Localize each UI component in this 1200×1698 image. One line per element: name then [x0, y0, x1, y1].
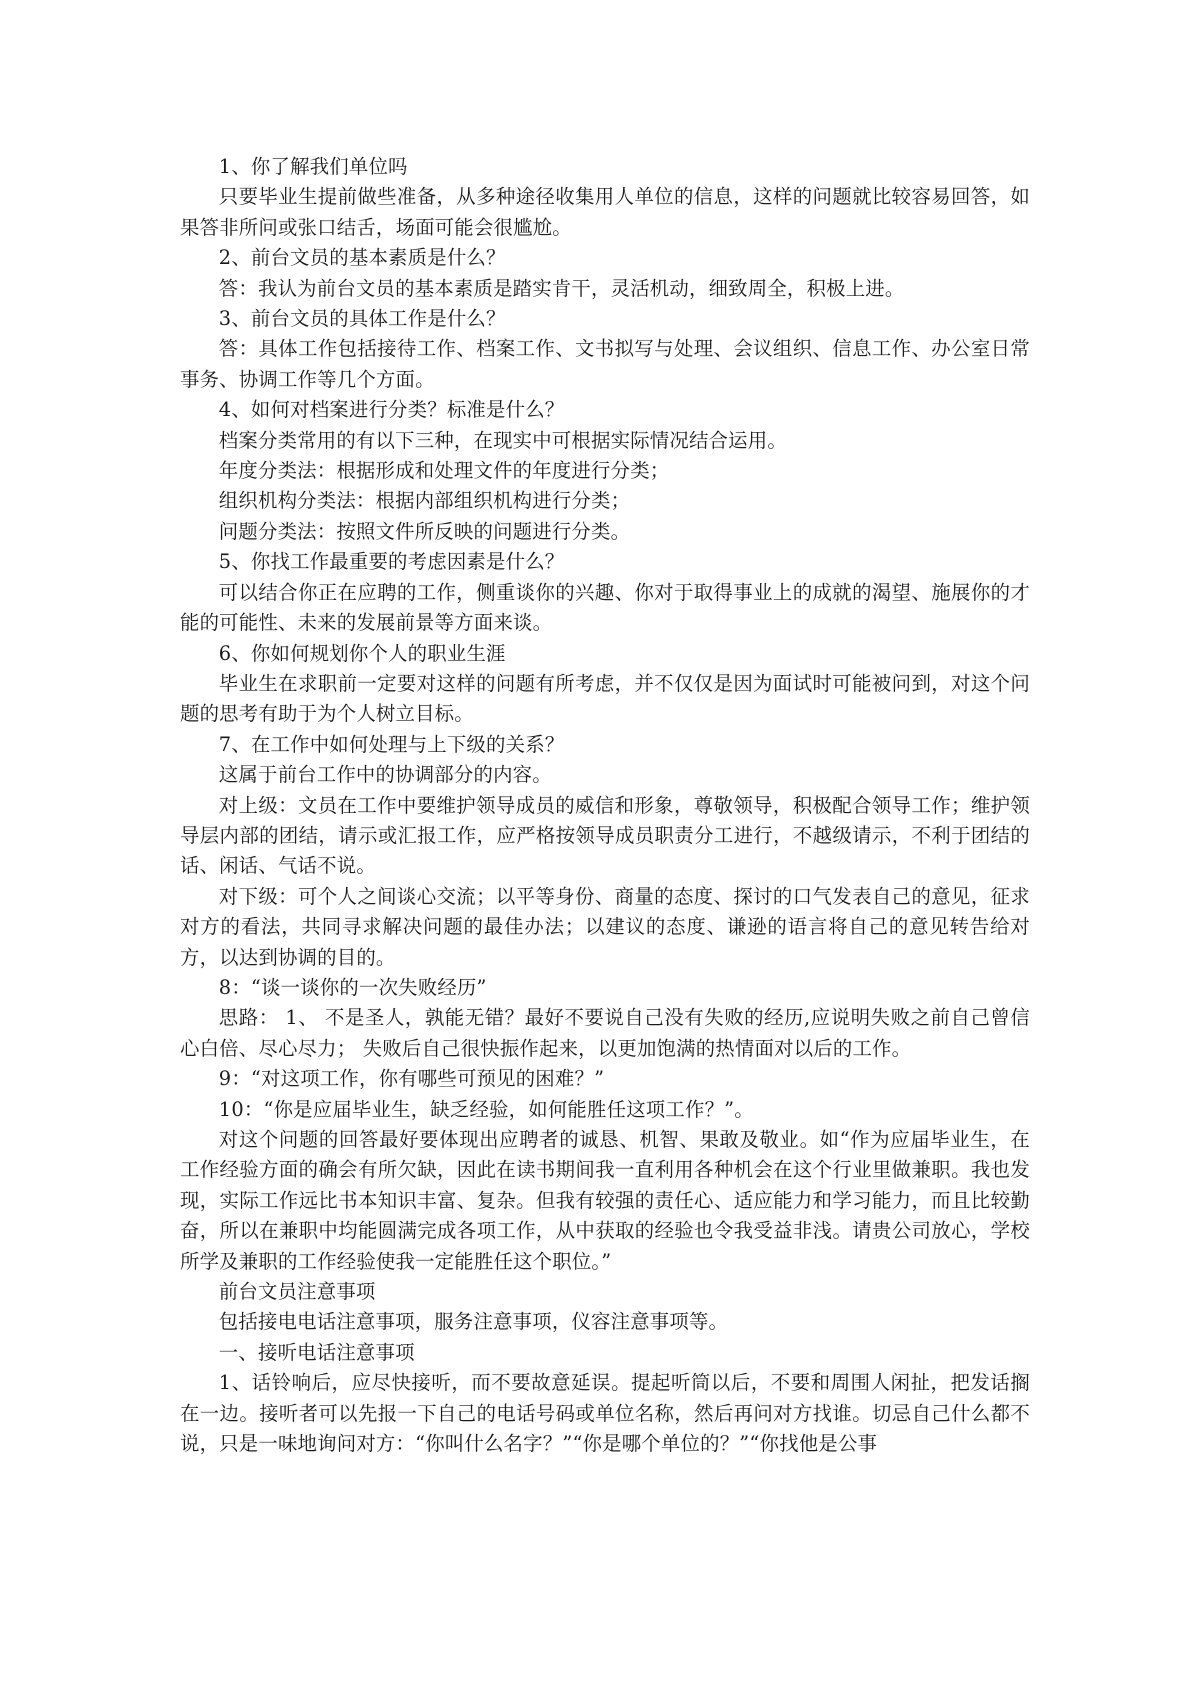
- paragraph: 问题分类法：按照文件所反映的问题进行分类。: [218, 519, 631, 543]
- paragraph: 组织机构分类法：根据内部组织机构进行分类；: [218, 489, 631, 513]
- paragraph: 对上级：文员在工作中要维护领导成员的威信和形象，尊敬领导，积极配合领导工作；维护领导层内部的团结，请示或汇报工作，应严格按领导成员职责分工进行，不越级请示，不利于团结的话、闲话、气话不说。: [180, 793, 1030, 878]
- paragraph: 9：“对这项工作，你有哪些可预见的困难？”: [218, 1067, 605, 1091]
- paragraph: 8：“谈一谈你的一次失败经历”: [218, 975, 487, 999]
- paragraph: 可以结合你正在应聘的工作，侧重谈你的兴趣、你对于取得事业上的成就的渴望、施展你的才能的可能性、未来的发展前景等方面来谈。: [180, 580, 1030, 635]
- paragraph: 毕业生在求职前一定要对这样的问题有所考虑，并不仅仅是因为面试时可能被问到，对这个问题的思考有助于为个人树立目标。: [180, 671, 1030, 726]
- paragraph: 这属于前台工作中的协调部分的内容。: [218, 763, 552, 787]
- paragraph: 5、你找工作最重要的考虑因素是什么？: [218, 550, 565, 574]
- paragraph: 1、你了解我们单位吗: [218, 155, 408, 178]
- paragraph: 7、在工作中如何处理与上下级的关系？: [218, 732, 565, 756]
- paragraph: 4、如何对档案进行分类？标准是什么？: [218, 398, 565, 422]
- paragraph: 答：我认为前台文员的基本素质是踏实肯干，灵活机动，细致周全，积极上进。: [218, 276, 905, 300]
- paragraph: 对这个问题的回答最好要体现出应聘者的诚恳、机智、果敢及敬业。如“作为应届毕业生，在工作经验方面的确会有所欠缺，因此在读书期间我一直利用各种机会在这个行业里做兼职。我也发现，实际工作远比书本知识丰富、复杂。但我有较强的责任心、适应能力和学习能力，而且比较勤奋，所以在兼职中均能圆满完成各项工作，从中获取的经验也令我受益非浅。请贵公司放心，学校所学及兼职的工作经验使我一定能胜任这个职位。”: [180, 1128, 1030, 1273]
- paragraph: 前台文员注意事项: [218, 1280, 376, 1304]
- paragraph: 思路： 1、 不是圣人，孰能无错？最好不要说自己没有失败的经历,应说明失败之前自己曾信心白倍、尽心尽力； 失败后自己很快振作起来，以更加饱满的热情面对以后的工作。: [180, 1006, 1030, 1060]
- paragraph: 1、话铃响后，应尽快接听，而不要故意延误。提起听筒以后，不要和周围人闲扯，把发话搁在一边。接听者可以先报一下自己的电话号码或单位名称，然后再问对方找谁。切忌自己什么都不说，只是一味地询问对方：“你叫什么名字？”“你是哪个单位的？”“你找他是公事: [180, 1371, 1030, 1456]
- paragraph: 2、前台文员的基本素质是什么？: [218, 246, 506, 270]
- paragraph: 10：“你是应届毕业生，缺乏经验，如何能胜任这项工作？”。: [218, 1097, 754, 1121]
- paragraph: 包括接电电话注意事项，服务注意事项，仪容注意事项等。: [218, 1310, 729, 1334]
- paragraph: 3、前台文员的具体工作是什么？: [218, 307, 506, 331]
- paragraph: 只要毕业生提前做些准备，从多种途径收集用人单位的信息，这样的问题就比较容易回答，如果答非所问或张口结舌，场面可能会很尴尬。: [180, 185, 1030, 239]
- paragraph: 6、你如何规划你个人的职业生涯: [218, 641, 506, 665]
- paragraph: 年度分类法：根据形成和处理文件的年度进行分类；: [218, 459, 670, 483]
- paragraph: 答：具体工作包括接待工作、档案工作、文书拟写与处理、会议组织、信息工作、办公室日常事务、协调工作等几个方面。: [180, 337, 1030, 391]
- document-body: [180, 152, 1030, 1459]
- paragraph: 档案分类常用的有以下三种，在现实中可根据实际情况结合运用。: [218, 428, 787, 452]
- paragraph: 对下级：可个人之间谈心交流；以平等身份、商量的态度、探讨的口气发表自己的意见，征求对方的看法，共同寻求解决问题的最佳办法；以建议的态度、谦逊的语言将自己的意见转告给对方，以达到协调的目的。: [180, 884, 1030, 969]
- paragraph: 一、接听电话注意事项: [218, 1340, 415, 1364]
